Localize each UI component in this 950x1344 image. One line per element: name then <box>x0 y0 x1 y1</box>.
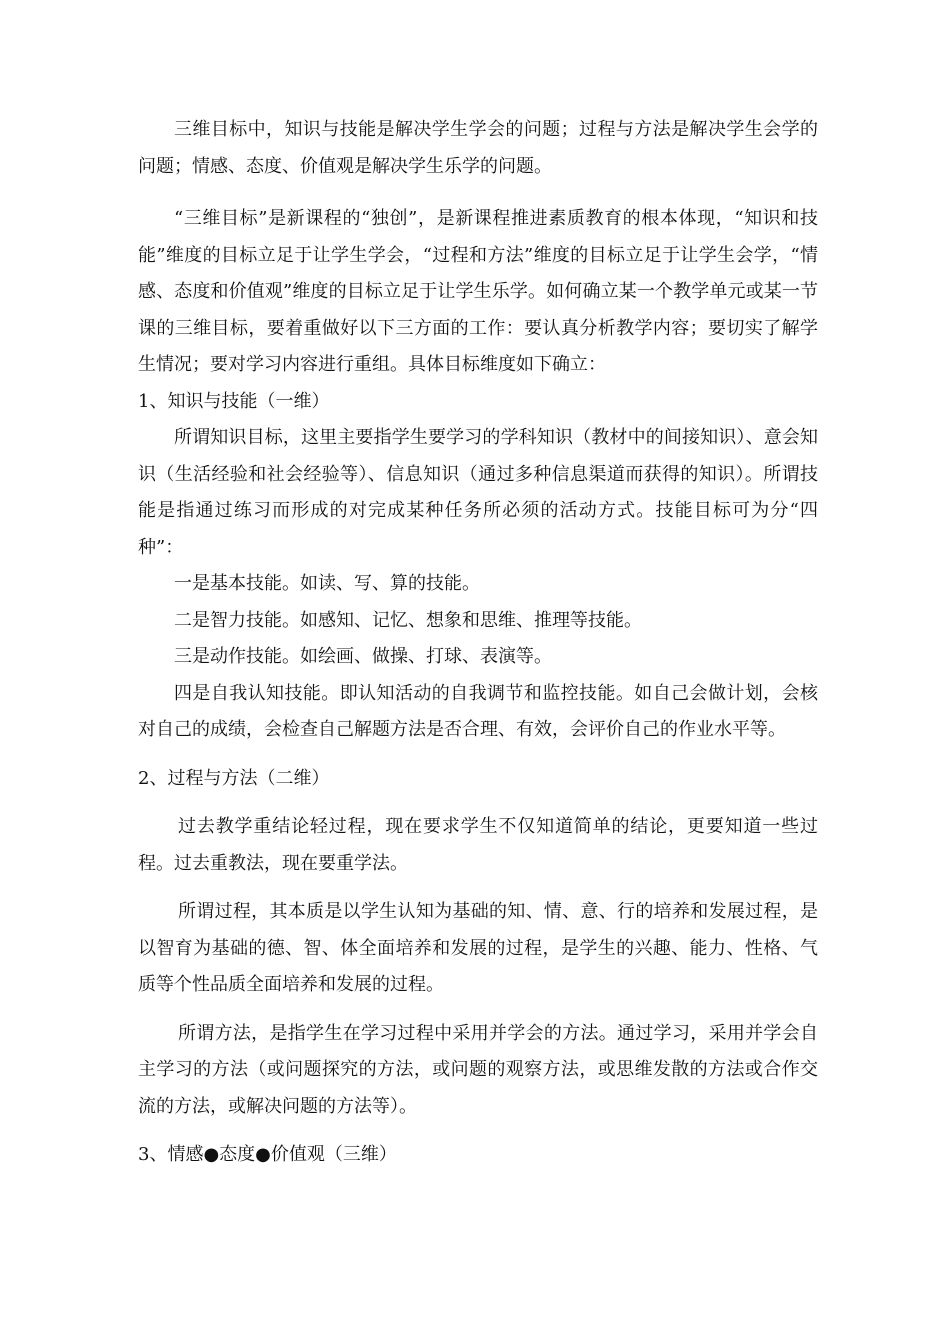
spacer <box>138 749 818 761</box>
spacer <box>138 1004 818 1016</box>
paragraph-three-dimensions: “三维目标”是新课程的“独创”，是新课程推进素质教育的根本体现，“知识和技能”维度的目标立足于让学生学会，“过程和方法”维度的目标立足于让学生会学，“情感、态度和价值观”维度的目标立足于让学生乐学。如何确立某一个教学单元或某一节课的三维目标，要着重做好以下三方面的工作：要认真分析教学内容；要切实了解学生情况；要对学习内容进行重组。具体目标维度如下确立： <box>138 208 818 375</box>
paragraph-past-teaching: 过去教学重结论轻过程，现在要求学生不仅知道简单的结论，更要知道一些过程。过去重教法，现在要重学法。 <box>138 816 818 874</box>
paragraph-knowledge-goal: 所谓知识目标，这里主要指学生要学习的学科知识（教材中的间接知识）、意会知识（生活经验和社会经验等）、信息知识（通过多种信息渠道而获得的知识）。所谓技能是指通过练习而形成的对完成某种任务所必须的活动方式。技能目标可为分“四种”： <box>138 427 818 558</box>
list-item-self-cognition-skill: 四是自我认知技能。即认知活动的自我调节和监控技能。如自己会做计划，会核对自己的成绩，会检查自己解题方法是否合理、有效，会评价自己的作业水平等。 <box>138 682 818 740</box>
paragraph-intro: 三维目标中，知识与技能是解决学生学会的问题；过程与方法是解决学生会学的问题；情感、态度、价值观是解决学生乐学的问题。 <box>138 119 818 177</box>
document-body <box>138 112 818 1174</box>
heading-process-method: 2、过程与方法（二维） <box>138 767 330 789</box>
paragraph-process-definition: 所谓过程，其本质是以学生认知为基础的知、情、意、行的培养和发展过程，是以智育为基础的德、智、体全面培养和发展的过程，是学生的兴趣、能力、性格、气质等个性品质全面培养和发展的过程。 <box>138 901 818 995</box>
spacer <box>138 185 818 201</box>
list-item-motor-skill: 三是动作技能。如绘画、做操、打球、表演等。 <box>174 646 552 667</box>
spacer <box>138 797 818 809</box>
list-item-basic-skill: 一是基本技能。如读、写、算的技能。 <box>174 573 480 594</box>
heading-emotion-attitude-values: 3、情感●态度●价值观（三维） <box>138 1144 397 1165</box>
spacer <box>138 882 818 894</box>
spacer <box>138 1125 818 1137</box>
list-item-intellectual-skill: 二是智力技能。如感知、记忆、想象和思维、推理等技能。 <box>174 609 642 631</box>
heading-knowledge-skills: 1、知识与技能（一维） <box>138 390 330 412</box>
paragraph-method-definition: 所谓方法，是指学生在学习过程中采用并学会的方法。通过学习，采用并学会自主学习的方法（或问题探究的方法，或问题的观察方法，或思维发散的方法或合作交流的方法，或解决问题的方法等）。 <box>138 1022 818 1117</box>
